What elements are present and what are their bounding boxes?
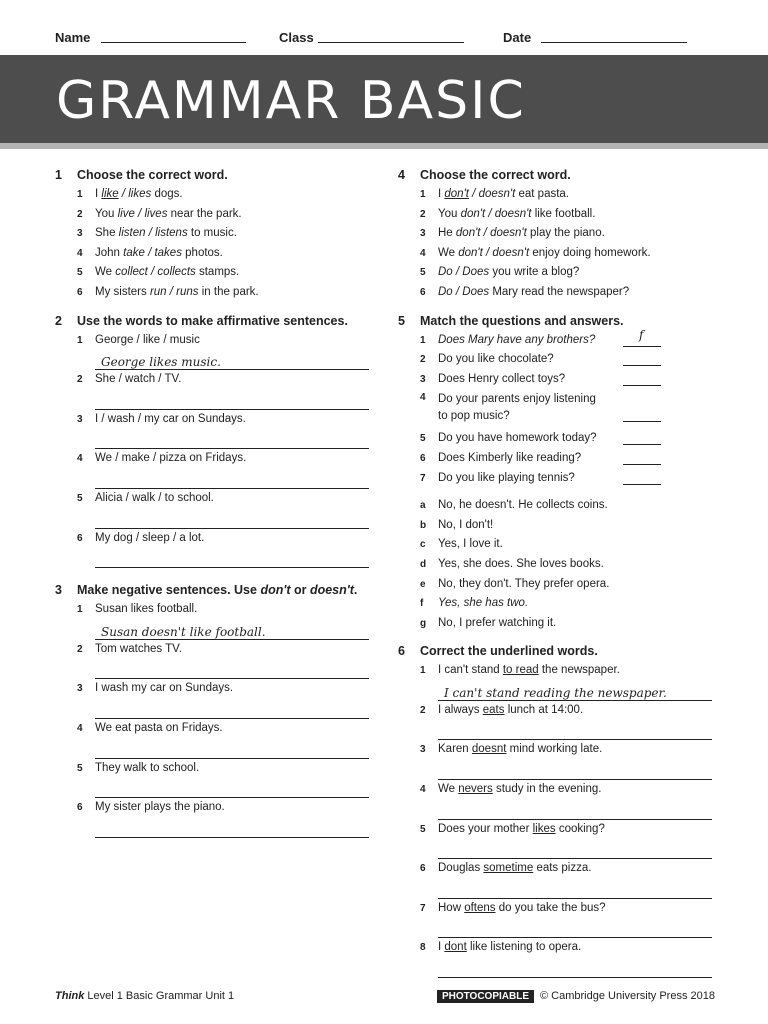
answer-line[interactable] [95, 699, 369, 719]
exercise-item: 6 Douglas sometime eats pizza. [420, 862, 592, 875]
word-choice[interactable]: live / lives [117, 207, 168, 220]
answer-line[interactable] [438, 918, 712, 938]
exercise-heading: 5 Match the questions and answers. [398, 313, 624, 328]
word-choice[interactable]: doesn't [478, 188, 516, 200]
exercise-item: 4 John take / takes photos. [77, 246, 223, 259]
word-choice[interactable]: like [101, 188, 119, 200]
exercise-item: 4 We eat pasta on Fridays. [77, 721, 223, 734]
question-item: 4 Do your parents enjoy listening to pop music? [398, 389, 716, 429]
footer-book-title: Think Level 1 Basic Grammar Unit 1 [55, 990, 235, 1002]
answer-line[interactable] [95, 469, 369, 489]
exercise-6 [398, 641, 716, 978]
answer-option: g No, I prefer watching it. [420, 616, 557, 629]
word-choice[interactable]: Do / Does [438, 266, 490, 279]
exercise-1 [55, 165, 370, 303]
exercise-3 [55, 580, 370, 838]
answer-option: c Yes, I love it. [420, 538, 503, 551]
answer-line[interactable] [95, 509, 369, 529]
exercise-heading: 1 Choose the correct word. [55, 168, 228, 182]
right-column [398, 165, 716, 986]
class-field[interactable] [318, 42, 464, 43]
word-choice[interactable]: run / runs [149, 285, 199, 298]
answer-line[interactable] [438, 800, 712, 820]
handwritten-answer: Susan doesn't like football. [101, 624, 266, 639]
exercise-item: 5 Do / Does you write a blog? [420, 266, 580, 279]
page-title: GRAMMAR BASIC [56, 71, 526, 131]
word-choice[interactable]: don't / doesn't [455, 227, 527, 240]
exercise-item: 7 How oftens do you take the bus? [420, 901, 606, 914]
word-choice[interactable]: don't [444, 188, 469, 200]
answer-line[interactable] [438, 681, 712, 701]
answer-line[interactable] [95, 620, 369, 640]
answer-line[interactable] [95, 429, 369, 449]
exercise-item: 2 You live / lives near the park. [77, 207, 242, 220]
exercise-item: 3 I wash my car on Sundays. [77, 682, 234, 695]
date-field[interactable] [541, 42, 687, 43]
answer-option: b No, I don't! [420, 518, 494, 531]
exercise-item: 6 My dog / sleep / a lot. [77, 531, 205, 544]
word-choice[interactable]: Do / Does [438, 285, 490, 298]
student-info-header [55, 30, 715, 46]
banner-divider [0, 143, 768, 149]
exercise-item: 1 I like / likes dogs. [77, 188, 183, 200]
answer-line[interactable] [95, 778, 369, 798]
exercise-item: 4 We don't / doesn't enjoy doing homework. [420, 246, 651, 259]
answer-option: d Yes, she does. She loves books. [420, 557, 604, 570]
exercise-heading: 6 Correct the underlined words. [398, 644, 598, 659]
answer-option: f Yes, she has two. [420, 597, 529, 610]
match-answer-blank[interactable] [623, 353, 661, 366]
word-choice[interactable]: take / takes [123, 246, 182, 259]
exercise-5 [398, 311, 716, 634]
answer-line[interactable] [438, 720, 712, 740]
answer-line[interactable] [438, 879, 712, 899]
page-footer [55, 990, 715, 1006]
exercise-item: 2 I always eats lunch at 14:00. [420, 703, 584, 716]
exercise-item: 3 He don't / doesn't play the piano. [420, 227, 605, 240]
footer-copyright: PHOTOCOPIABLE © Cambridge University Press 2018 [437, 990, 715, 1002]
exercise-item: 8 I dont like listening to opera. [420, 941, 582, 954]
exercise-item: 6 My sister plays the piano. [77, 801, 225, 814]
name-field[interactable] [101, 42, 246, 43]
exercise-item: 4 We / make / pizza on Fridays. [77, 452, 247, 465]
question-item: 2 Do you like chocolate? [398, 350, 716, 370]
match-answer-blank[interactable] [623, 472, 661, 485]
word-choice[interactable]: don't / doesn't [458, 246, 530, 259]
question-item: 5 Do you have homework today? [398, 429, 716, 449]
word-choice[interactable]: collect / collects [115, 266, 196, 279]
exercise-item: 1 I can't stand to read the newspaper. [420, 664, 620, 677]
left-column [55, 165, 370, 846]
answer-line[interactable] [438, 839, 712, 859]
word-choice[interactable]: likes [128, 188, 152, 200]
answer-line[interactable] [95, 548, 369, 568]
answer-line[interactable] [95, 818, 369, 838]
exercise-item: 5 Does your mother likes cooking? [420, 822, 605, 835]
question-item: 7 Do you like playing tennis? [398, 469, 716, 489]
exercise-item: 5 We collect / collects stamps. [77, 266, 240, 279]
match-answer-blank[interactable] [623, 409, 661, 422]
exercise-2 [55, 311, 370, 569]
name-label: Name [55, 30, 91, 45]
exercise-item: 6 Do / Does Mary read the newspaper? [420, 285, 630, 298]
exercise-item: 2 You don't / doesn't like football. [420, 207, 596, 220]
word-choice[interactable]: don't / doesn't [460, 207, 532, 220]
exercise-heading: 3 Make negative sentences. Use don't or doesn't. [55, 583, 358, 598]
handwritten-answer: I can't stand reading the newspaper. [444, 685, 667, 700]
match-answer-blank[interactable] [623, 327, 661, 347]
exercise-item: 1 Susan likes football. [77, 603, 198, 616]
exercise-item: 2 She / watch / TV. [77, 373, 182, 386]
answer-line[interactable] [438, 958, 712, 978]
exercise-item: 3 Karen doesnt mind working late. [420, 743, 603, 756]
exercise-4 [398, 165, 716, 303]
exercise-heading: 4 Choose the correct word. [398, 168, 571, 182]
exercise-item: 5 They walk to school. [77, 761, 200, 774]
date-label: Date [503, 30, 532, 45]
answer-line[interactable] [438, 760, 712, 780]
answer-line[interactable] [95, 350, 369, 370]
class-label: Class [279, 30, 314, 45]
exercise-item: 1 George / like / music [77, 333, 200, 346]
question-item: 3 Does Henry collect toys? [398, 370, 716, 390]
match-answer-blank[interactable] [623, 432, 661, 445]
photocopiable-badge: PHOTOCOPIABLE [437, 990, 534, 1003]
title-banner [0, 55, 768, 143]
answer-line[interactable] [95, 390, 369, 410]
exercise-item: 4 We nevers study in the evening. [420, 783, 602, 796]
answer-line[interactable] [95, 739, 369, 759]
match-answer-blank[interactable] [623, 373, 661, 386]
exercise-item: 3 I / wash / my car on Sundays. [77, 412, 246, 425]
answer-option: e No, they don't. They prefer opera. [420, 577, 610, 590]
question-item: 1 Does Mary have any brothers? f [398, 331, 716, 351]
exercise-item: 2 Tom watches TV. [77, 642, 182, 655]
answer-line[interactable] [95, 659, 369, 679]
exercise-item: 3 She listen / listens to music. [77, 227, 237, 240]
match-answer-blank[interactable] [623, 452, 661, 465]
exercise-item: 1 I don't / doesn't eat pasta. [420, 188, 570, 200]
exercise-item: 6 My sisters run / runs in the park. [77, 285, 259, 298]
exercise-heading: 2 Use the words to make affirmative sentences. [55, 313, 348, 328]
exercise-item: 5 Alicia / walk / to school. [77, 491, 214, 504]
question-item: 6 Does Kimberly like reading? [398, 449, 716, 469]
handwritten-answer: George likes music. [101, 355, 221, 370]
handwritten-answer: f [639, 327, 644, 342]
word-choice[interactable]: listen / listens [118, 227, 188, 240]
answer-option: a No, he doesn't. He collects coins. [420, 499, 608, 512]
